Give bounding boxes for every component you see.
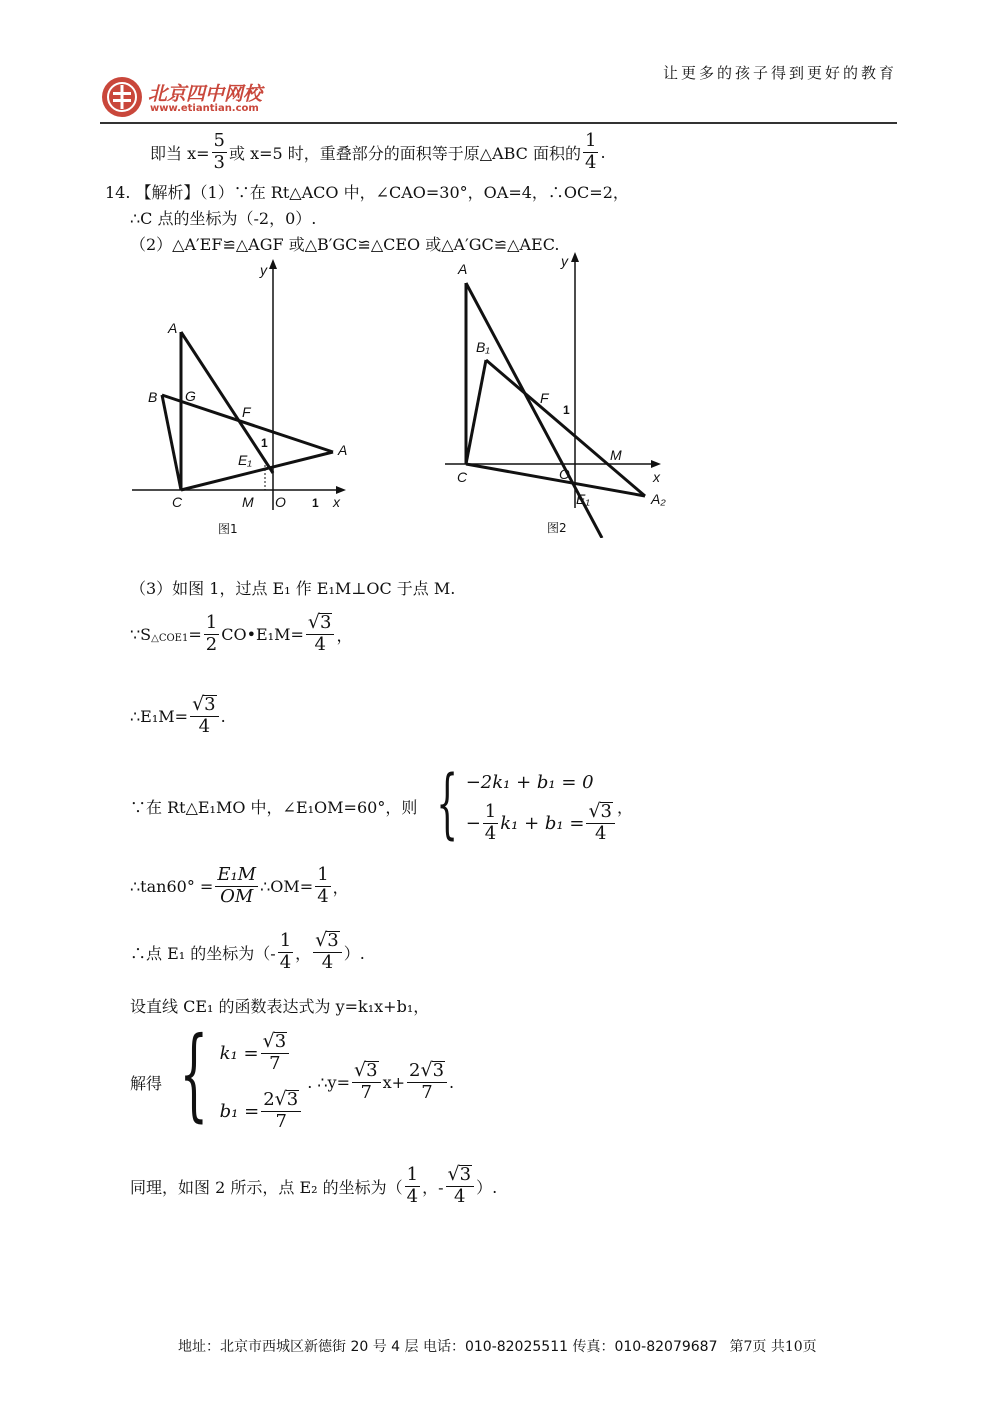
frac-den: 4 (585, 151, 597, 173)
label-F: F (242, 404, 251, 420)
label-y: y (561, 253, 568, 269)
text: . ∴y= (307, 1072, 350, 1092)
triangle-CA2 (181, 452, 333, 490)
text: 即当 x= (150, 143, 210, 163)
s-subscript: △COE1 (151, 632, 189, 644)
e1m-equation: ∴E₁M= √ 3 4 . (130, 693, 226, 738)
text: 或 x=5 时，重叠部分的面积等于原△ABC 面积的 (228, 143, 582, 163)
header-slogan: 让更多的孩子得到更好的教育 (662, 64, 897, 82)
text: 同理，如图 2 所示，点 E₂ 的坐标为（ (130, 1177, 403, 1197)
tan-equation (130, 858, 349, 914)
frac-den: 7 (275, 1111, 287, 1133)
y-arrow-icon (269, 259, 277, 269)
label-O: O (559, 466, 570, 482)
caption-fig1: 图1 (218, 522, 238, 536)
label-A-right: A (338, 442, 348, 458)
frac-den: 4 (406, 1185, 419, 1207)
label-E1: E₁ (576, 491, 590, 507)
x-arrow-icon (651, 460, 661, 468)
solve-system: 解得 { k₁ = √ 3 7 b₁ = 2 √ 3 7 . ∴y= √ 3 7 x+ 2 √ 3 7 . (130, 1024, 454, 1140)
q14-line3: （2）△A′EF≌△AGF 或△B′GC≌△CEO 或△A′GC≌△AEC. (130, 235, 560, 254)
frac-num: 5 (213, 129, 225, 151)
figure-1 (120, 255, 360, 540)
y-arrow-icon (571, 252, 579, 262)
sqrt-arg: 3 (366, 1060, 378, 1082)
caption-fig2: 图2 (547, 521, 567, 535)
label-O: O (275, 494, 286, 510)
text: k₁ = (219, 1042, 259, 1064)
text: ， (295, 943, 312, 963)
text: ， (617, 797, 634, 817)
rt-system: ∵在 Rt△E₁MO 中，∠E₁OM=60°，则 { −2k₁ + b₁ = 0 − $\frac{1}{4}$ k₁ + b₁ = √ 3 4 ， (130, 758, 634, 847)
label-A-top: A (168, 320, 178, 336)
label-C: C (172, 494, 183, 510)
frac-num: 1 (205, 611, 218, 633)
label-M: M (242, 494, 254, 510)
frac-num: 1 (317, 863, 329, 885)
frac-den: 4 (321, 952, 334, 974)
area-equation: ∵S △COE1 = $\frac{1}{2}$ CO•E₁M= √ 3 4 ， (130, 611, 353, 656)
frac-den: 3 (213, 151, 225, 173)
frac-den: 4 (317, 885, 329, 907)
text: ∵S (130, 624, 152, 644)
label-A2: A₂ (651, 491, 666, 507)
line-ce1: 设直线 CE₁ 的函数表达式为 y=k₁x+b₁， (130, 997, 430, 1016)
text: 2 (409, 1060, 421, 1082)
label-B: B (148, 389, 158, 405)
text: ∴E₁M= (130, 706, 189, 726)
e2-coordinate: 同理，如图 2 所示，点 E₂ 的坐标为（ $\frac{1}{4}$ ，- √ 3 4 ）. (130, 1163, 498, 1208)
part3-line1: （3）如图 1，过点 E₁ 作 E₁M⊥OC 于点 M. (130, 579, 456, 598)
footer (178, 1336, 817, 1356)
text: x+ (382, 1072, 405, 1092)
label-x: x (333, 494, 340, 510)
answer-line-13 (150, 126, 606, 178)
sqrt-arg: 3 (459, 1164, 472, 1186)
text: − (465, 812, 481, 834)
frac-den: 4 (279, 951, 292, 973)
label-C: C (457, 469, 468, 485)
frac-den: OM (220, 885, 254, 907)
frac-den: 4 (314, 634, 326, 656)
text: ）. (343, 943, 365, 963)
triangle-CA2 (466, 464, 645, 496)
text: ∴点 E₁ 的坐标为（- (130, 943, 276, 963)
brace-icon: { (436, 758, 459, 847)
label-y: y (260, 262, 267, 278)
label-G: G (185, 388, 196, 404)
sqrt-arg: 3 (327, 930, 339, 952)
label-A: A (458, 261, 468, 277)
text: ∴OM= (260, 876, 314, 896)
text: ， (336, 625, 353, 645)
text: = (188, 624, 202, 644)
label-x: x (653, 469, 660, 485)
text: . (220, 706, 226, 726)
brace-icon: { (179, 1015, 209, 1132)
frac-den: 2 (205, 633, 218, 655)
frac-den: 4 (594, 823, 607, 845)
footer-page: 第7页 共10页 (729, 1339, 817, 1355)
label-one-y: 1 (563, 403, 570, 417)
header-rule (100, 122, 897, 124)
frac-num: 1 (484, 800, 497, 822)
footer-address: 地址：北京市西城区新德街 20 号 4 层 电话：010-82025511 传真：010-82079687 (178, 1339, 718, 1355)
sqrt-arg: 3 (600, 801, 612, 823)
triangle-BC (162, 395, 181, 490)
frac-num: 1 (406, 1163, 419, 1185)
label-one-y: 1 (261, 436, 268, 450)
e1-coordinate: ∴点 E₁ 的坐标为（- $\frac{1}{4}$ ， √ 3 4 ）. (130, 929, 365, 974)
q14-line2: ∴C 点的坐标为（-2，0）. (130, 209, 317, 228)
text: 2 (263, 1089, 275, 1111)
text: b₁ = (219, 1100, 260, 1122)
frac-num: 1 (279, 929, 292, 951)
label-one-x: 1 (312, 496, 319, 510)
frac-num: E₁M (217, 863, 257, 885)
sqrt-arg: 3 (274, 1031, 287, 1053)
logo-text: 北京四中网校 (148, 83, 263, 105)
text: ）. (476, 1177, 498, 1197)
frac-den: 7 (360, 1082, 372, 1104)
frac-den: 7 (269, 1053, 281, 1075)
frac-den: 4 (484, 822, 497, 844)
text: k₁ + b₁ = (500, 812, 585, 834)
sqrt-arg: 3 (204, 694, 216, 716)
text: . (600, 142, 606, 162)
q14-line1: 14. 【解析】（1）∵在 Rt△ACO 中，∠CAO=30°，OA=4，∴OC=2， (105, 183, 629, 202)
x-arrow-icon (336, 486, 346, 494)
text: . (449, 1072, 455, 1092)
text: ， (332, 877, 349, 897)
sqrt-arg: 3 (320, 612, 332, 634)
logo-url: www.etiantian.com (150, 103, 259, 114)
frac-den: 4 (454, 1186, 466, 1208)
label-M: M (610, 447, 622, 463)
text: 解得 (130, 1073, 163, 1093)
frac-den: 4 (198, 716, 211, 738)
text: ∴tan60° = (130, 876, 214, 896)
sys-row1: −2k₁ + b₁ = 0 (465, 771, 594, 793)
text: CO•E₁M= (221, 624, 304, 644)
figure-2 (440, 248, 690, 538)
frac-num: 1 (585, 129, 597, 151)
text: ，- (422, 1177, 444, 1197)
logo (100, 75, 300, 119)
label-F: F (540, 390, 549, 406)
label-E1: E₁ (238, 452, 252, 468)
text: ∵在 Rt△E₁MO 中，∠E₁OM=60°，则 (130, 797, 418, 817)
frac-den: 7 (421, 1082, 433, 1104)
label-B1: B₁ (476, 339, 490, 355)
triangle-B1-C (466, 360, 486, 464)
logo-emblem-icon (100, 75, 144, 119)
